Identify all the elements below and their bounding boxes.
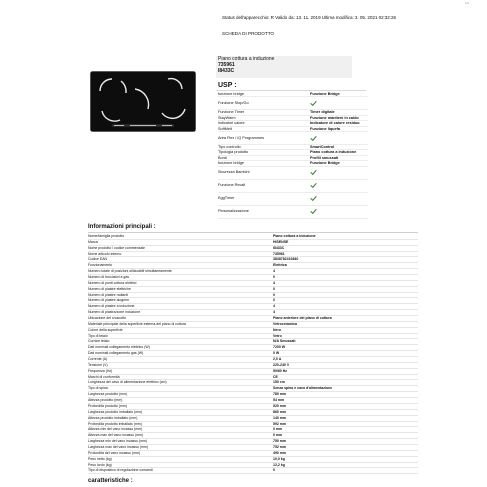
usp-key: Bordi — [218, 155, 227, 160]
info-value: 0 — [273, 292, 275, 297]
info-value: 10,0 kg — [273, 456, 285, 461]
info-key: Funzionamento — [88, 263, 113, 268]
info-value: 860 mm — [273, 409, 287, 414]
usp-key: StayWarm — [218, 115, 236, 120]
info-key: Dati nominali collegamento elettrico (W) — [88, 345, 150, 350]
info-key: Larghezza max del vano incasso (mm) — [88, 444, 149, 449]
info-key: Tensione (V) — [88, 362, 108, 367]
product-header-box — [216, 56, 352, 78]
usp-value: Indicatore di calore residuo — [310, 121, 360, 126]
info-key: Numero di piastre elettriche — [88, 286, 131, 291]
info-value: 4 — [273, 269, 275, 274]
usp-value: SmartControl — [310, 145, 335, 150]
info-value: Vetroceramica — [273, 321, 297, 326]
info-key: Lunghezza del cavo di alimentazione elettrico (cm) — [88, 380, 167, 385]
usp-key: Sicurezza Bambini — [218, 170, 250, 175]
info-key: Numero di piastra/zone induzione — [88, 310, 141, 315]
info-value: 490 mm — [273, 450, 287, 455]
info-value: 752 mm — [273, 444, 287, 449]
usp-key: funzione bridge — [218, 92, 244, 96]
info-key: Altezza prodotto (mm) — [88, 398, 123, 403]
info-key: Tipo di telaio — [88, 333, 108, 338]
product-model: I8433C — [218, 68, 235, 74]
info-value: 12,2 kg — [273, 462, 285, 467]
usp-value: Funzione Bridge — [310, 92, 340, 96]
info-section-title: Informazioni principali : — [88, 224, 156, 230]
info-key: Numero di bruciatori a gas — [88, 275, 130, 280]
check-icon — [310, 170, 368, 175]
features-section-title: caratteristiche : — [88, 478, 133, 484]
info-value: Nero — [273, 327, 281, 332]
info-value: Elettrica — [273, 263, 287, 268]
check-icon — [310, 101, 368, 106]
info-key: Profondità del vano incasso (mm) — [88, 450, 141, 455]
info-value: 4 — [273, 304, 275, 309]
info-key: Nome/famiglia prodotto — [88, 234, 125, 238]
info-key: Codice EAN — [88, 257, 108, 262]
check-icon — [310, 196, 368, 201]
check-icon — [310, 209, 368, 214]
usp-row — [218, 180, 368, 193]
usp-key: funzione bridge — [218, 161, 244, 166]
info-key: Altezza min del vano incasso (mm) — [88, 427, 143, 432]
info-value: 4 — [273, 280, 275, 285]
usp-key: indicatori calore — [218, 121, 245, 126]
info-value: 592 mm — [273, 421, 287, 426]
info-value: Vetro — [273, 333, 282, 338]
usp-key: Tipo controllo — [218, 145, 241, 150]
info-key: Altezza prodotto imballato (mm) — [88, 415, 138, 420]
usp-table — [218, 92, 368, 219]
usp-value: Profili smussati — [310, 155, 339, 160]
info-value: 0 mm — [273, 433, 283, 438]
info-divider — [88, 232, 418, 233]
info-key: Marchi di conformità — [88, 374, 120, 379]
usp-row — [218, 167, 368, 180]
usp-row — [218, 193, 368, 206]
info-key: Larghezza prodotto (mm) — [88, 392, 128, 397]
info-key: Larghezza min del vano incasso (mm) — [88, 439, 148, 444]
info-key: Dati nominali collegamento gas (W) — [88, 351, 144, 356]
info-value: 520 mm — [273, 403, 287, 408]
info-key: Peso netto (kg) — [88, 456, 112, 461]
info-key: Cornice telaio — [88, 339, 110, 344]
usp-value: Piano cottura a induzione — [310, 150, 357, 155]
info-value: 735961 — [273, 251, 285, 256]
info-key: Altezza max del vano incasso (mm) — [88, 433, 144, 438]
usp-key: EggTimer — [218, 196, 235, 201]
usp-row — [218, 97, 368, 110]
status-line: Status dell'apparecchio: R Valido da: 13. 11. 2019 Ultima modifica: 3. 05. 2021 02:32:26 — [222, 15, 397, 20]
info-key: Numero di punti cottura elettrici — [88, 280, 137, 285]
usp-value: Funzione Bridge — [310, 161, 340, 166]
info-value: HISENSE — [273, 239, 289, 244]
usp-key: Personalizzazione — [218, 209, 249, 214]
info-value: 7200 W — [273, 345, 286, 350]
info-value: 150 cm — [273, 380, 285, 385]
info-value: 0 mm — [273, 427, 283, 432]
check-icon — [310, 183, 368, 188]
info-key: Materiale principale della superficie esterna del piano di cottura — [88, 321, 186, 326]
info-key: Nome prodotto / codice commerciale — [88, 245, 145, 250]
info-key: Numero di piastre alogene — [88, 298, 130, 303]
info-value: 0 W — [273, 351, 280, 356]
info-key: Profondità prodotto (mm) — [88, 403, 127, 408]
usp-divider — [216, 90, 366, 91]
usp-title: USP : — [218, 82, 237, 89]
usp-value: Timer digitale — [310, 110, 335, 115]
usp-key: Tipologia prodotto — [218, 150, 249, 155]
info-key: Numero di piastre a induzione — [88, 304, 135, 309]
usp-key: Funzione Timer — [218, 110, 245, 115]
info-value: Senza spina e cavo d'alimentazione — [273, 386, 333, 391]
info-value: Piano cottura a induzione — [273, 234, 316, 238]
usp-row — [218, 206, 368, 219]
info-row — [88, 468, 418, 474]
info-value: 0 — [273, 275, 275, 280]
info-key: Marca — [88, 239, 98, 244]
info-key: Corrente (A) — [88, 357, 108, 362]
info-value: 54 mm — [273, 398, 285, 403]
info-value: 0 — [273, 468, 275, 473]
info-table — [88, 234, 418, 474]
info-value: 780 mm — [273, 392, 287, 397]
usp-key: Area Flex / iQ Programmes — [218, 135, 264, 140]
info-key: Ubicazione del cruscotto — [88, 316, 127, 321]
info-value: I8433C — [273, 245, 285, 250]
info-key: Numero di piastre radianti — [88, 292, 129, 297]
info-value: 220-240 V — [273, 362, 290, 367]
info-value: 140 mm — [273, 415, 287, 420]
info-key: Tipo di spina — [88, 386, 108, 391]
product-code: 735961 — [218, 62, 235, 68]
info-key: Frequenza (Hz) — [88, 368, 113, 373]
usp-row — [218, 132, 368, 145]
usp-key: Funzione Stop/Go — [218, 101, 249, 106]
info-key: Larghezza prodotto imballato (mm) — [88, 409, 143, 414]
info-key: Numero totale di posizioni utilizzabili simultaneamente — [88, 269, 172, 274]
usp-value: Funzione liquefa — [310, 126, 340, 131]
page-number: 1/2 — [464, 1, 469, 5]
info-key: Colore della superficie — [88, 327, 123, 332]
usp-key: SoftMelt — [218, 126, 232, 131]
usp-value: Funzione mantieni in caldo — [310, 115, 359, 120]
info-value: 3838782410840 — [273, 257, 299, 262]
check-icon — [310, 136, 368, 141]
info-value: 750 mm — [273, 439, 287, 444]
usp-key: Funzione Recall — [218, 183, 246, 188]
info-key: Tipo di dispositivo di regolazione comandi — [88, 468, 153, 473]
info-value: 4 — [273, 310, 275, 315]
info-value: 2,0 A — [273, 357, 282, 362]
info-key: Nome articolo interno — [88, 251, 122, 256]
info-value: 0 — [273, 298, 275, 303]
info-value: N/A Smussati — [273, 339, 296, 344]
info-key: Peso lordo (kg) — [88, 462, 112, 467]
info-value: Piano anteriore del piano di cottura — [273, 316, 332, 321]
info-value: 0 — [273, 286, 275, 291]
info-value: 50/60 Hz — [273, 368, 288, 373]
info-value: CE — [273, 374, 278, 379]
product-image-induction-hob — [90, 71, 196, 132]
info-key: Profondità prodotto imballato (mm) — [88, 421, 142, 426]
product-name: Piano cottura a induzione — [218, 56, 275, 62]
document-type-label: SCHEDA DI PRODOTTO — [222, 31, 274, 36]
